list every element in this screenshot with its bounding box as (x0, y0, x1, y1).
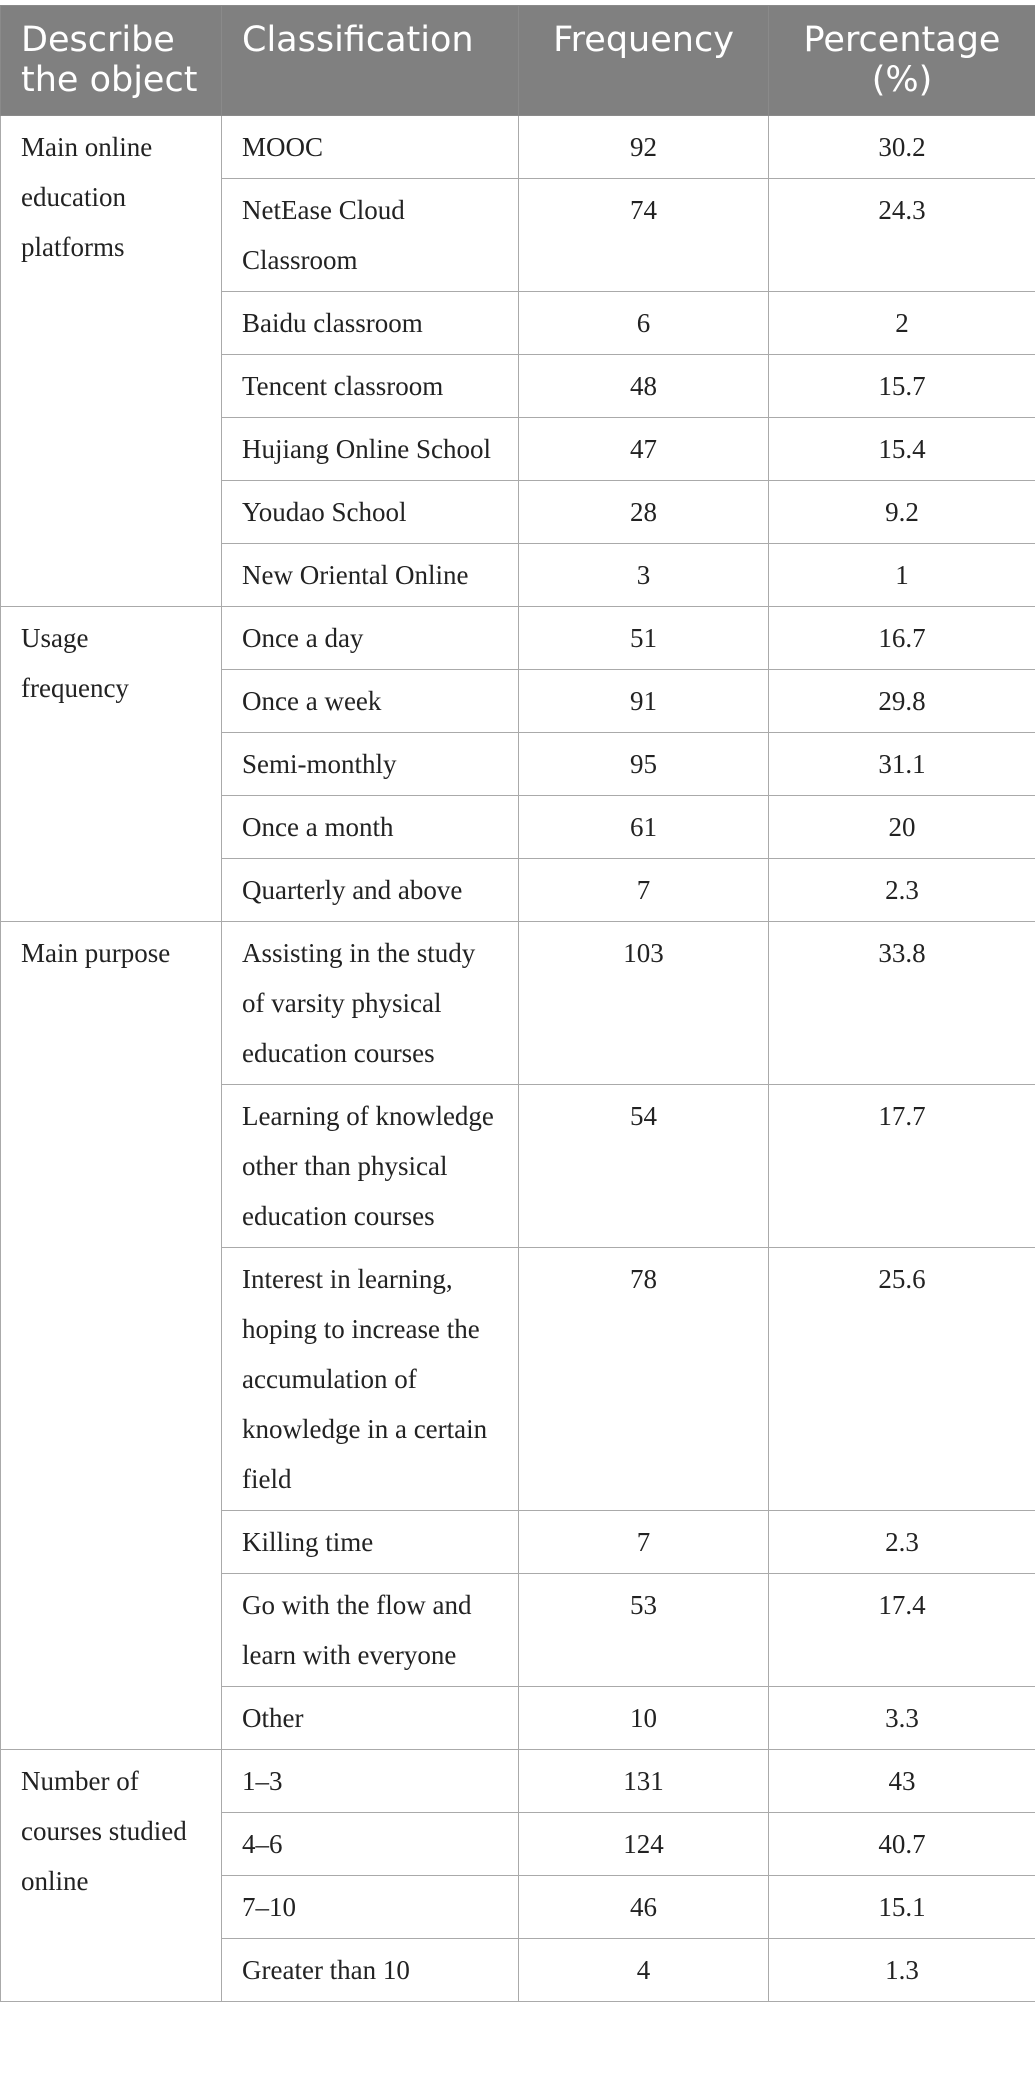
table-row (1, 607, 1035, 670)
classification-cell: Once a week (222, 670, 519, 733)
classification-cell: Quarterly and above (222, 859, 519, 922)
percentage-cell: 1 (769, 544, 1035, 607)
classification-cell: Youdao School (222, 481, 519, 544)
frequency-cell: 92 (519, 116, 769, 179)
percentage-cell: 25.6 (769, 1248, 1035, 1511)
frequency-cell: 4 (519, 1939, 769, 2002)
frequency-cell: 95 (519, 733, 769, 796)
table-header (1, 6, 1035, 116)
percentage-cell: 30.2 (769, 116, 1035, 179)
percentage-cell: 24.3 (769, 179, 1035, 292)
percentage-cell: 15.7 (769, 355, 1035, 418)
classification-cell: Killing time (222, 1511, 519, 1574)
table-body (1, 116, 1035, 2002)
frequency-cell: 7 (519, 1511, 769, 1574)
frequency-cell: 28 (519, 481, 769, 544)
percentage-cell: 2 (769, 292, 1035, 355)
frequency-cell: 51 (519, 607, 769, 670)
percentage-cell: 15.1 (769, 1876, 1035, 1939)
percentage-cell: 15.4 (769, 418, 1035, 481)
classification-cell: Tencent classroom (222, 355, 519, 418)
header-classification: Classification (222, 6, 519, 116)
survey-table (0, 5, 1035, 2002)
percentage-cell: 2.3 (769, 859, 1035, 922)
frequency-cell: 46 (519, 1876, 769, 1939)
header-percentage: Percentage (%) (769, 6, 1035, 116)
table-row (1, 116, 1035, 179)
frequency-cell: 48 (519, 355, 769, 418)
describe-cell: Main online education platforms (1, 116, 222, 607)
frequency-cell: 6 (519, 292, 769, 355)
percentage-cell: 2.3 (769, 1511, 1035, 1574)
header-describe: Describe the object (1, 6, 222, 116)
classification-cell: 4–6 (222, 1813, 519, 1876)
frequency-cell: 74 (519, 179, 769, 292)
classification-cell: NetEase Cloud Classroom (222, 179, 519, 292)
frequency-cell: 91 (519, 670, 769, 733)
classification-cell: Semi-monthly (222, 733, 519, 796)
percentage-cell: 33.8 (769, 922, 1035, 1085)
frequency-cell: 78 (519, 1248, 769, 1511)
classification-cell: 7–10 (222, 1876, 519, 1939)
classification-cell: New Oriental Online (222, 544, 519, 607)
frequency-cell: 131 (519, 1750, 769, 1813)
classification-cell: Baidu classroom (222, 292, 519, 355)
classification-cell: Interest in learning, hoping to increase the accumulation of knowledge in a certain field (222, 1248, 519, 1511)
percentage-cell: 40.7 (769, 1813, 1035, 1876)
classification-cell: Greater than 10 (222, 1939, 519, 2002)
percentage-cell: 17.4 (769, 1574, 1035, 1687)
frequency-cell: 10 (519, 1687, 769, 1750)
classification-cell: Learning of knowledge other than physical education courses (222, 1085, 519, 1248)
classification-cell: Once a month (222, 796, 519, 859)
describe-cell: Main purpose (1, 922, 222, 1750)
percentage-cell: 17.7 (769, 1085, 1035, 1248)
frequency-cell: 47 (519, 418, 769, 481)
table-row (1, 1750, 1035, 1813)
classification-cell: Assisting in the study of varsity physical education courses (222, 922, 519, 1085)
percentage-cell: 16.7 (769, 607, 1035, 670)
classification-cell: Other (222, 1687, 519, 1750)
frequency-cell: 103 (519, 922, 769, 1085)
classification-cell: Hujiang Online School (222, 418, 519, 481)
classification-cell: Once a day (222, 607, 519, 670)
frequency-cell: 3 (519, 544, 769, 607)
classification-cell: 1–3 (222, 1750, 519, 1813)
header-frequency: Frequency (519, 6, 769, 116)
frequency-cell: 54 (519, 1085, 769, 1248)
classification-cell: Go with the flow and learn with everyone (222, 1574, 519, 1687)
describe-cell: Usage frequency (1, 607, 222, 922)
percentage-cell: 3.3 (769, 1687, 1035, 1750)
percentage-cell: 1.3 (769, 1939, 1035, 2002)
percentage-cell: 31.1 (769, 733, 1035, 796)
describe-cell: Number of courses studied online (1, 1750, 222, 2002)
classification-cell: MOOC (222, 116, 519, 179)
header-row (1, 6, 1035, 116)
table-row (1, 922, 1035, 1085)
frequency-cell: 61 (519, 796, 769, 859)
frequency-cell: 7 (519, 859, 769, 922)
frequency-cell: 53 (519, 1574, 769, 1687)
percentage-cell: 9.2 (769, 481, 1035, 544)
percentage-cell: 20 (769, 796, 1035, 859)
frequency-cell: 124 (519, 1813, 769, 1876)
percentage-cell: 43 (769, 1750, 1035, 1813)
percentage-cell: 29.8 (769, 670, 1035, 733)
